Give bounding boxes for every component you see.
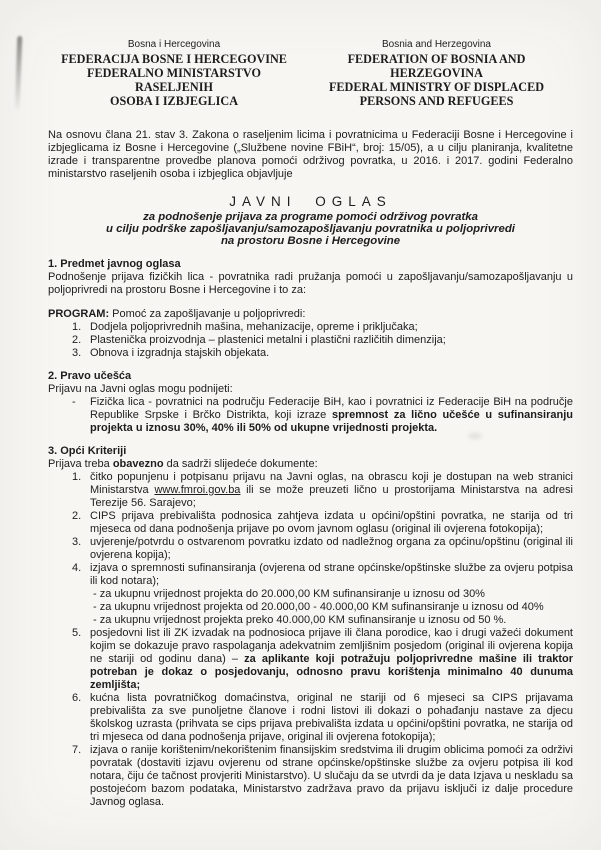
section-opci-kriteriji: [48, 445, 573, 809]
criteria-item-1-post: ili se može preuzeti lično u prostorijama Ministarstva na adresi Terezije 56. Sarajevo;: [90, 483, 573, 509]
section2-intro: Prijavu na Javni oglas mogu podnijeti:: [48, 382, 233, 395]
section3-heading: 3. Opći Kriteriji: [48, 444, 127, 457]
criteria-item-5: [72, 627, 573, 692]
section2-heading: 2. Pravo učešća: [48, 369, 132, 382]
ministry-website-url: www.fmroi.gov.ba: [154, 483, 241, 496]
section-predmet-javnog-oglasa: [48, 258, 573, 360]
section-pravo-ucesca: [48, 370, 573, 435]
criteria-item-6: kućna lista povratničkog domaćinstva, original ne stariji od 6 mjeseci sa CIPS prijavama prebivališta za sve punoljetne članove i rodni listovi ili dokazi o pohađanju nastave za djecu školskog uzrasta (prihvata se cips prijava prebivališta izdata u općini/opštini povratka, ne starija od tri mjeseca od dana podnošenja prijave, original ili ovjerena fotokopija);: [90, 691, 573, 743]
country-name-english: Bosnia and Herzegovina: [382, 39, 491, 50]
criteria-item-5-pre: posjedovni list ili ZK izvadak na podnosioca prijave ili člana porodice, kao i drugi važeći dokument kojim se dokazuje pravo raspolaganja adekvatnim zemljišnim posjedom (original ili ovjerena kopija ne stariji od godinu dana) –: [90, 626, 573, 665]
section1-body: Podnošenje prijava fizičkih lica - povratnika radi pružanja pomoći u zapošljavanju/samozapošljavanju u poljoprivredi na prostoru Bosne i Hercegovine i to za:: [48, 270, 573, 296]
ministry-name-english-line1: FEDERAL MINISTRY OF DISPLACED: [328, 80, 545, 94]
ministry-name-bosnian-line2: OSOBA I IZBJEGLICA: [109, 94, 238, 108]
country-name-bosnian: Bosna i Hercegovina: [127, 39, 221, 50]
ministry-name-bosnian-line1: FEDERALNO MINISTARSTVO RASELJENIH: [87, 66, 261, 94]
cofinancing-tier-3: - za ukupnu vrijednost projekta preko 40.000,00 KM sufinansiranje u iznosu od 50 %.: [93, 613, 507, 626]
criteria-item-4-text: izjava o spremnosti sufinansiranja (ovjerena od strane općinske/opštinske službe za ovjeru potpisa ili kod notara);: [90, 561, 573, 587]
program-line: [48, 308, 573, 321]
program-items-list: [72, 321, 573, 360]
section3-intro-pre: Prijava treba: [48, 457, 113, 470]
federation-name-english: FEDERATION OF BOSNIA AND HERZEGOVINA: [347, 52, 526, 80]
legal-basis-paragraph: Na osnovu člana 21. stav 3. Zakona o raseljenim licima i povratnicima u Federaciji Bosne i Hercegovine i izbjeglicama iz Bosne i Hercegovine („Službene novine FBiH“, broj: 15/05), a u cilju planiranja, kvalitetne izrade i transparentne provedbe planova pomoći održivog povratka, u 2016. i 2017. godini Federalno ministarstvo raseljenih osoba i izbjeglica objavljuje: [48, 129, 573, 180]
criteria-item-1: [72, 471, 573, 510]
criteria-item-3: uvjerenje/potvrdu o ostvarenom povratku izdato od nadležnog organa za općinu/opštinu (original ili ovjerena kopija);: [90, 535, 573, 561]
criteria-item-5-bold: za aplikante koji potražuju poljoprivredne mašine ili traktor potreban je dokaz o posjedovanju, odnosno pravu korištenja minimalno 40 dunuma zemljišta;: [90, 652, 573, 691]
program-item-3: Obnova i izgradnja stajskih objekata.: [90, 346, 270, 359]
document-subtitle-line1: za podnošenje prijava za programe pomoći održivog povratka: [143, 211, 478, 223]
criteria-item-1-pre: čitko popunjenu i potpisanu prijavu na Javni oglas, na obrascu koji je dostupan na web stranici Ministarstva: [90, 470, 573, 496]
letterhead-english: [300, 38, 573, 108]
section3-intro: [48, 458, 573, 471]
section3-intro-post: da sadrži slijedeće dokumente:: [163, 457, 318, 470]
eligibility-bullet: [72, 396, 573, 435]
cofinancing-tier-2: - za ukupnu vrijednost projekta od 20.000,00 - 40.000,00 KM sufinansiranje u iznosu od 40%: [93, 600, 544, 613]
program-label: PROGRAM:: [48, 307, 110, 320]
cofinancing-tier-1: - za ukupnu vrijednost projekta do 20.000,00 KM sufinansiranje u iznosu od 30%: [93, 587, 485, 600]
eligibility-text-normal: Fizička lica - povratnici na području Federacije BiH, kao i povratnici iz Federacije BiH na područje Republike Srpske i Brčko Distrikta, koji izraze: [90, 395, 573, 421]
eligibility-text: [90, 396, 573, 435]
program-item-1: Dodjela poljoprivrednih mašina, mehanizacije, opreme i priključaka;: [90, 320, 418, 333]
letterhead-bosnian: [48, 38, 300, 108]
criteria-item-7: izjava o ranije korištenim/nekorištenim finansijskim sredstvima ili drugim oblicima pomoći za održivi povratak (dostaviti izjavu ovjerenu od strane općinske/opštinske službe za ovjeru potpisa ili kod notara, čiju će tačnost provjeriti Ministarstvo). U slučaju da se utvrdi da je data Izjava u neskladu sa postojećom bazom podataka, Ministarstvo zadržava pravo da prijavu isključi iz dalje procedure Javnog oglasa.: [90, 743, 573, 808]
title-block: [48, 194, 573, 248]
program-text: Pomoć za zapošljavanje u poljoprivredi:: [109, 307, 306, 320]
dash-bullet: -: [72, 395, 76, 408]
criteria-list: [72, 471, 573, 809]
section1-heading: 1. Predmet javnog oglasa: [48, 257, 181, 270]
scan-streak-artifact: [15, 36, 23, 110]
program-item-2: Plastenička proizvodnja – plastenici metalni i plastični različitih dimenzija;: [90, 333, 446, 346]
criteria-item-4: [72, 562, 573, 627]
section3-intro-bold: obavezno: [112, 457, 164, 470]
federation-name-bosnian: FEDERACIJA BOSNE I HERCEGOVINE: [61, 52, 287, 66]
document-subtitle-line3: na prostoru Bosne i Hercegovine: [220, 234, 401, 247]
criteria-item-2: CIPS prijava prebivališta podnosica zahtjeva izdata u općini/opštini povratka, ne starija od tri mjeseca od dana podnošenja prijave po ovom javnom oglasu (original ili ovjerena fotokopija);: [90, 509, 573, 535]
document-subtitle-line2: u cilju podrške zapošljavanju/samozapošljavanju povratnika u poljoprivredi: [106, 222, 515, 235]
document-title: JAVNI OGLAS: [229, 194, 392, 209]
ministry-name-english-line2: PERSONS AND REFUGEES: [359, 94, 514, 108]
letterhead: [48, 38, 573, 108]
eligibility-text-bold: spremnost za lično učešće u sufinansiranju projekta u iznosu 30%, 40% ili 50% od ukupne vrijednosti projekta.: [90, 408, 573, 434]
